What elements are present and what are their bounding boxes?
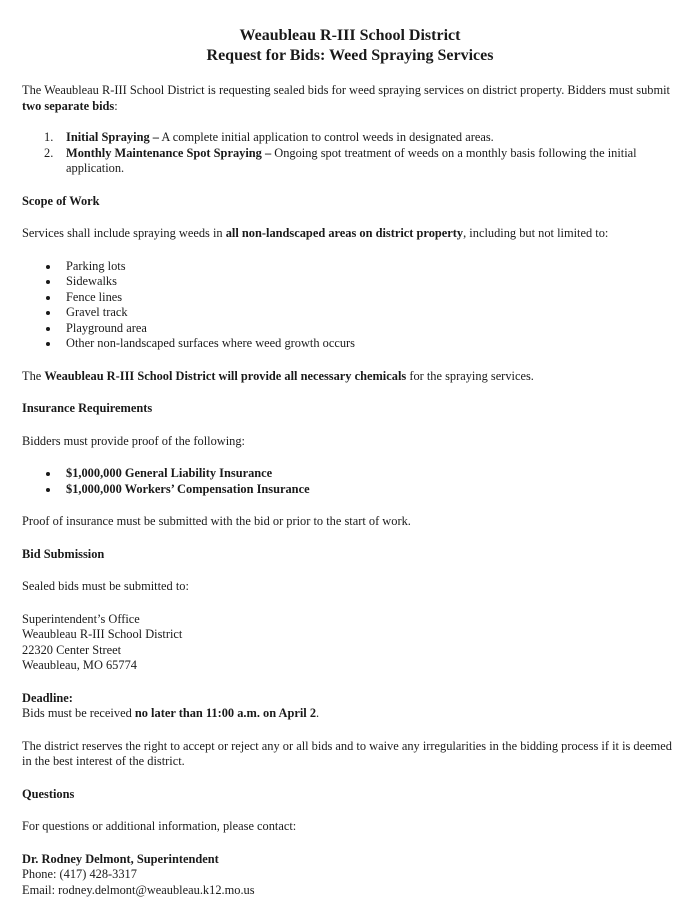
contact-name: Dr. Rodney Delmont, Superintendent — [22, 851, 219, 866]
questions-heading: Questions — [22, 786, 75, 801]
submission-address — [22, 612, 678, 674]
deadline-text-start: Bids must be received — [22, 706, 135, 720]
intro-text-end: : — [114, 98, 118, 113]
scope-paragraph — [22, 226, 678, 242]
submission-intro: Sealed bids must be submitted to: — [22, 579, 189, 593]
insurance-list — [22, 466, 678, 497]
insurance-intro: Bidders must provide proof of the following: — [22, 433, 246, 448]
deadline-block — [22, 691, 678, 722]
address-line: Weaubleau R-III School District — [22, 627, 183, 641]
bid-description: Ongoing spot treatment of weeds on a monthly basis following the initial application. — [66, 145, 637, 175]
intro-bold: two separate bids — [22, 98, 115, 113]
bid-list — [22, 130, 678, 177]
bid-number: 2. — [44, 145, 54, 160]
document-title — [22, 26, 678, 66]
deadline-text — [22, 706, 678, 722]
list-item: Gravel track — [22, 305, 678, 321]
chemicals-bold: Weaubleau R-III School District will provide all necessary chemicals — [44, 368, 407, 383]
contact-phone: Phone: (417) 428-3317 — [22, 867, 137, 881]
list-item: Fence lines — [22, 290, 678, 306]
chemicals-text-end: for the spraying services. — [406, 368, 534, 383]
address-line: 22320 Center Street — [22, 642, 122, 657]
chemicals-text: The — [22, 368, 45, 383]
bid-item — [22, 130, 678, 146]
address-line: Superintendent’s Office — [22, 611, 140, 626]
scope-text-end: , including but not limited to: — [463, 226, 609, 240]
scope-bold: all non-landscaped areas on district property — [225, 226, 464, 240]
submission-heading: Bid Submission — [22, 546, 105, 561]
address-line: Weaubleau, MO 65774 — [22, 658, 137, 672]
deadline-label: Deadline: — [22, 690, 73, 705]
bid-number: 1. — [44, 130, 54, 144]
list-item: Playground area — [22, 321, 678, 337]
scope-heading: Scope of Work — [22, 193, 100, 208]
intro-text: The Weaubleau R-III School District is requesting sealed bids for weed spraying services on district property. Bidders must submit — [22, 83, 670, 97]
list-item: $1,000,000 Workers’ Compensation Insurance — [22, 482, 678, 498]
insurance-note: Proof of insurance must be submitted with the bid or prior to the start of work. — [22, 514, 411, 528]
scope-list — [22, 259, 678, 352]
contact-block — [22, 852, 678, 899]
deadline-bold: no later than 11:00 a.m. on April 2 — [134, 706, 317, 720]
contact-email: Email: rodney.delmont@weaubleau.k12.mo.us — [22, 882, 255, 897]
list-item: Other non-landscaped surfaces where weed growth occurs — [22, 336, 678, 352]
reserve-paragraph: The district reserves the right to accept or reject any or all bids and to waive any irregularities in the bidding process if it is deemed in the best interest of the district. — [22, 738, 672, 768]
title-line-2: Request for Bids: Weed Spraying Services — [206, 47, 494, 64]
scope-text: Services shall include spraying weeds in — [22, 226, 226, 240]
list-item: Sidewalks — [22, 274, 678, 290]
bid-item — [22, 146, 678, 177]
bid-name: Initial Spraying – — [66, 130, 159, 144]
questions-intro: For questions or additional information, please contact: — [22, 819, 297, 833]
intro-paragraph — [22, 83, 678, 114]
bid-name: Monthly Maintenance Spot Spraying – — [66, 145, 272, 160]
deadline-text-end: . — [316, 706, 320, 720]
insurance-heading: Insurance Requirements — [22, 401, 153, 415]
bid-description: A complete initial application to control weeds in designated areas. — [158, 130, 494, 144]
chemicals-paragraph — [22, 369, 678, 385]
list-item: $1,000,000 General Liability Insurance — [22, 466, 678, 482]
list-item: Parking lots — [22, 259, 678, 275]
title-line-1: Weaubleau R-III School District — [239, 27, 461, 44]
